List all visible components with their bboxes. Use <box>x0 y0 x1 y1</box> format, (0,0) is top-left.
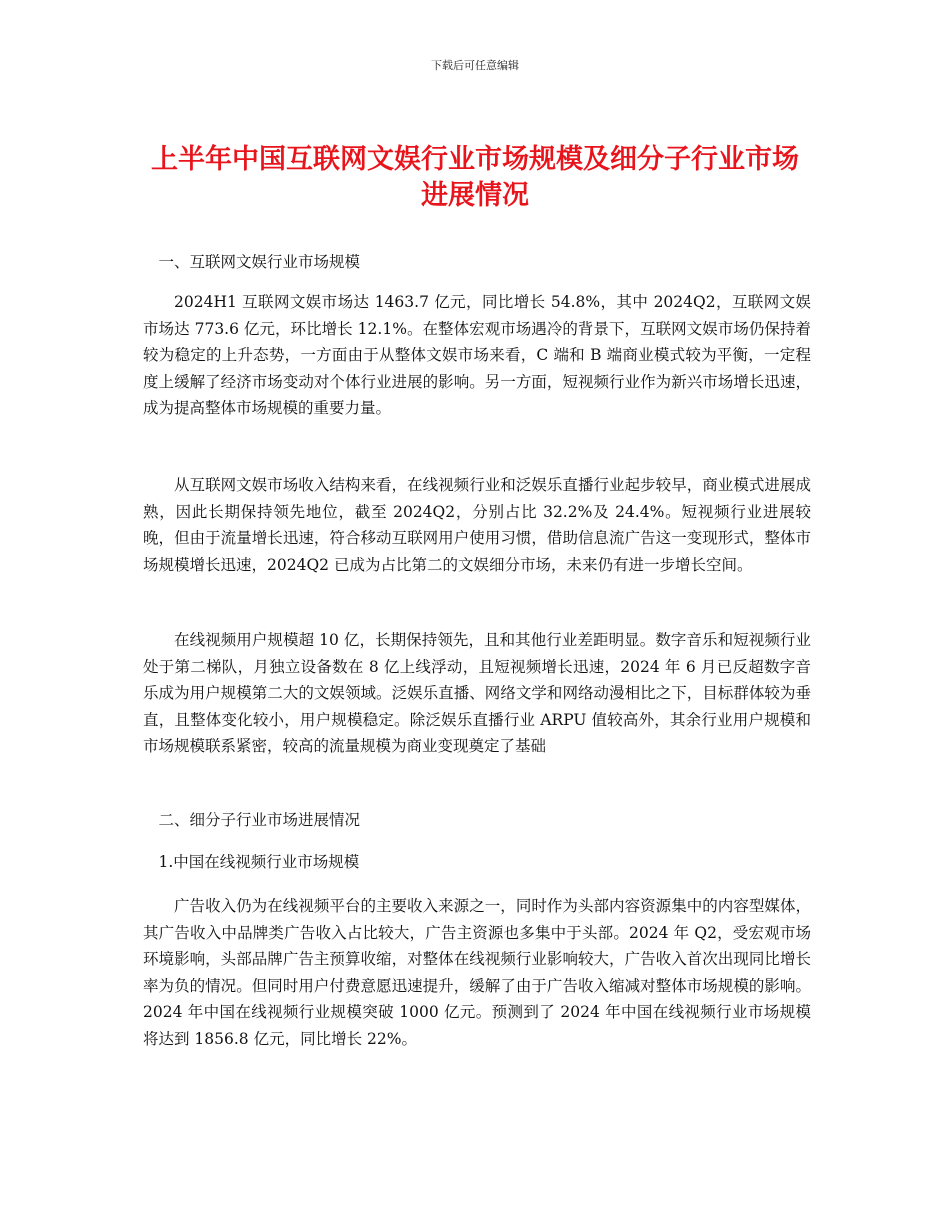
document-title: 上半年中国互联网文娱行业市场规模及细分子行业市场进展情况 <box>151 144 799 211</box>
subsection-heading-1: 1.中国在线视频行业市场规模 <box>158 853 360 871</box>
paragraph-1: 2024H1 互联网文娱市场达 1463.7 亿元，同比增长 54.8%，其中 2024Q2，互联网文娱市场达 773.6 亿元，环比增长 12.1%。在整体宏观市场遇冷的背景下，互联网文娱市场仍保持着较为稳定的上升态势，一方面由于从整体文娱市场来看，C 端和 B 端商业模式较为平衡，一定程度上缓解了经济市场变动对个体行业进展的影响。另一方面，短视频行业作为新兴市场增长迅速，成为提高整体市场规模的重要力量。 <box>143 293 811 417</box>
paragraph-4: 广告收入仍为在线视频平台的主要收入来源之一，同时作为头部内容资源集中的内容型媒体，其广告收入中品牌类广告收入占比较大，广告主资源也多集中于头部。2024 年 Q2，受宏观市场环境影响，头部品牌广告主预算收缩，对整体在线视频行业影响较大，广告收入首次出现同比增长率为负的情况。但同时用户付费意愿迅速提升，缓解了由于广告收入缩减对整体市场规模的影响。2024 年中国在线视频行业规模突破 1000 亿元。预测到了 2024 年中国在线视频行业市场规模将达到 1856.8 亿元，同比增长 22%。 <box>143 897 811 1048</box>
section-heading-1: 一、互联网文娱行业市场规模 <box>158 253 361 271</box>
paragraph-3: 在线视频用户规模超 10 亿，长期保持领先，且和其他行业差距明显。数字音乐和短视频行业处于第二梯队，月独立设备数在 8 亿上线浮动，且短视频增长迅速，2024 年 6 月已反超数字音乐成为用户规模第二大的文娱领域。泛娱乐直播、网络文学和网络动漫相比之下，目标群体较为垂直，且整体变化较小，用户规模稳定。除泛娱乐直播行业 ARPU 值较高外，其余行业用户规模和市场规模联系紧密，较高的流量规模为商业变现奠定了基础 <box>143 631 811 755</box>
header-note: 下载后可任意编辑 <box>431 59 519 72</box>
section-heading-2: 二、细分子行业市场进展情况 <box>158 811 361 829</box>
paragraph-2: 从互联网文娱市场收入结构来看，在线视频行业和泛娱乐直播行业起步较早，商业模式进展成熟，因此长期保持领先地位，截至 2024Q2，分别占比 32.2%及 24.4%。短视频行业进展较晚，但由于流量增长迅速，符合移动互联网用户使用习惯，借助信息流广告这一变现形式，整体市场规模增长迅速，2024Q2 已成为占比第二的文娱细分市场，未来仍有进一步增长空间。 <box>143 476 811 574</box>
